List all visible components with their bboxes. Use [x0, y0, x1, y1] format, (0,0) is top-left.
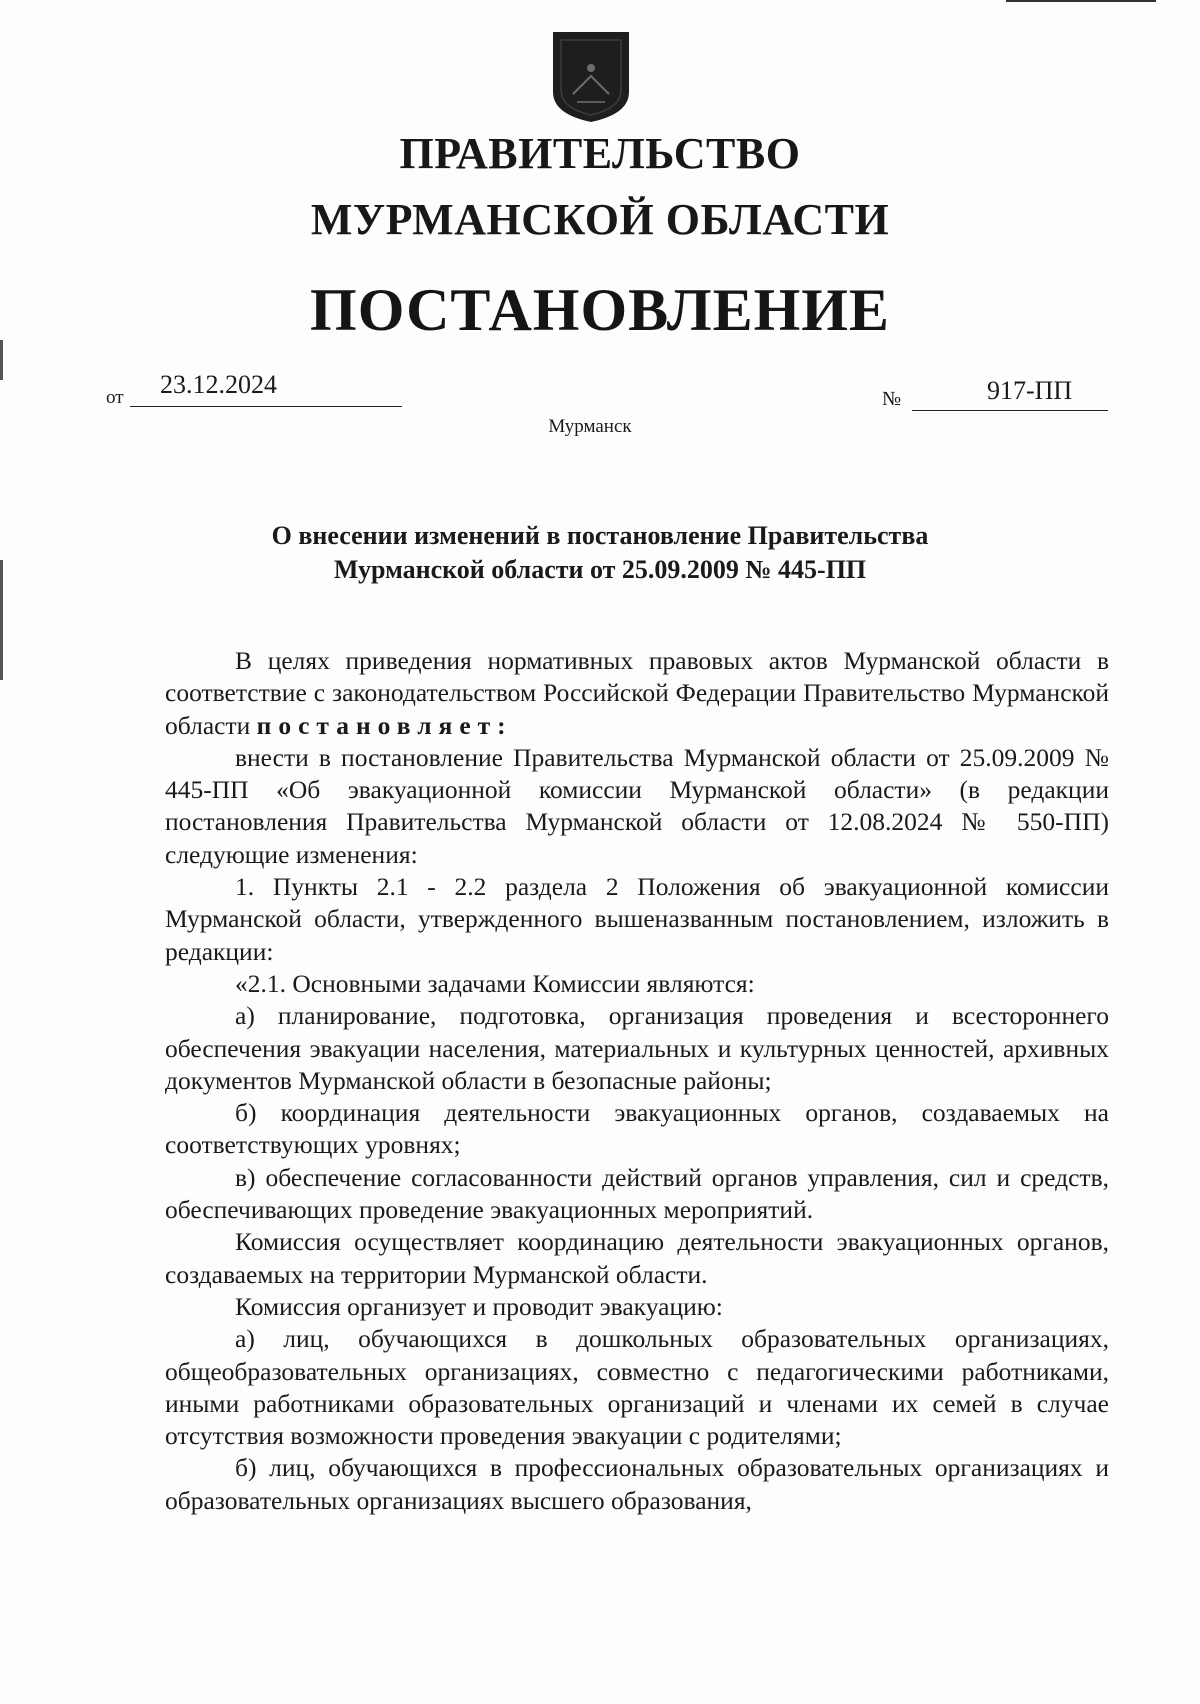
scan-edge-mark [0, 340, 3, 380]
date-value: 23.12.2024 [160, 370, 277, 399]
body-paragraph [165, 645, 1109, 742]
preamble-text: В целях приведения нормативных правовых актов Мурманской области в соответствие с законодательством Российской Федерации Правительство Мурманской области [165, 646, 1109, 740]
body-paragraph: Комиссия осуществляет координацию деятельности эвакуационных органов, создаваемых на территории Мурманской области. [165, 1227, 1109, 1289]
body-paragraph: в) обеспечение согласованности действий органов управления, сил и средств, обеспечивающих проведение эвакуационных мероприятий. [165, 1162, 1109, 1225]
org-name-line2: МУРМАНСКОЙ ОБЛАСТИ [310, 195, 890, 244]
document-body [165, 645, 1109, 1517]
body-paragraph: б) координация деятельности эвакуационных органов, создаваемых на соответствующих уровнях; [165, 1098, 1109, 1160]
document-subject [0, 519, 1200, 587]
body-paragraph: Комиссия организует и проводит эвакуацию: [235, 1291, 723, 1321]
subject-line2: Мурманской области от 25.09.2009 № 445-ПП [333, 555, 867, 584]
body-paragraph: а) лиц, обучающихся в дошкольных образовательных организациях, общеобразовательных организациях, совместно с педагогическими работниками, иными работниками образовательных организаций и членами их семей в случае отсутствия возможности проведения эвакуации с родителями; [165, 1324, 1109, 1451]
number-value: 917-ПП [987, 376, 1073, 405]
coat-of-arms-icon [551, 30, 631, 124]
city-name: Мурманск [548, 416, 632, 437]
number-prefix: № [882, 388, 902, 410]
body-paragraph: а) планирование, подготовка, организация проведения и всестороннего обеспечения эвакуации населения, материальных и культурных ценностей, архивных документов Мурманской области в безопасные районы; [165, 1001, 1109, 1095]
document-type-title: ПОСТАНОВЛЕНИЕ [310, 277, 890, 343]
body-paragraph: б) лиц, обучающихся в профессиональных образовательных организациях и образовательных организациях высшего образования, [165, 1453, 1109, 1515]
scan-edge-mark [1006, 0, 1156, 2]
number-underline [912, 376, 1108, 411]
org-name-line1: ПРАВИТЕЛЬСТВО [399, 129, 801, 178]
body-paragraph: «2.1. Основными задачами Комиссии являются: [235, 968, 755, 998]
body-paragraph: 1. Пункты 2.1 - 2.2 раздела 2 Положения об эвакуационной комиссии Мурманской области, утвержденного вышеназванным постановлением, изложить в редакции: [165, 872, 1109, 966]
decree-word: постановляет: [256, 710, 513, 740]
date-prefix: от [106, 387, 124, 408]
subject-line1: О внесении изменений в постановление Правительства [271, 521, 929, 550]
body-paragraph: внести в постановление Правительства Мурманской области от 25.09.2009 № 445-ПП «Об эвакуационной комиссии Мурманской области» (в редакции постановления Правительства Мурманской области от 12.08.2024 № 550-ПП) следующие изменения: [165, 742, 1109, 869]
date-underline [130, 372, 402, 407]
